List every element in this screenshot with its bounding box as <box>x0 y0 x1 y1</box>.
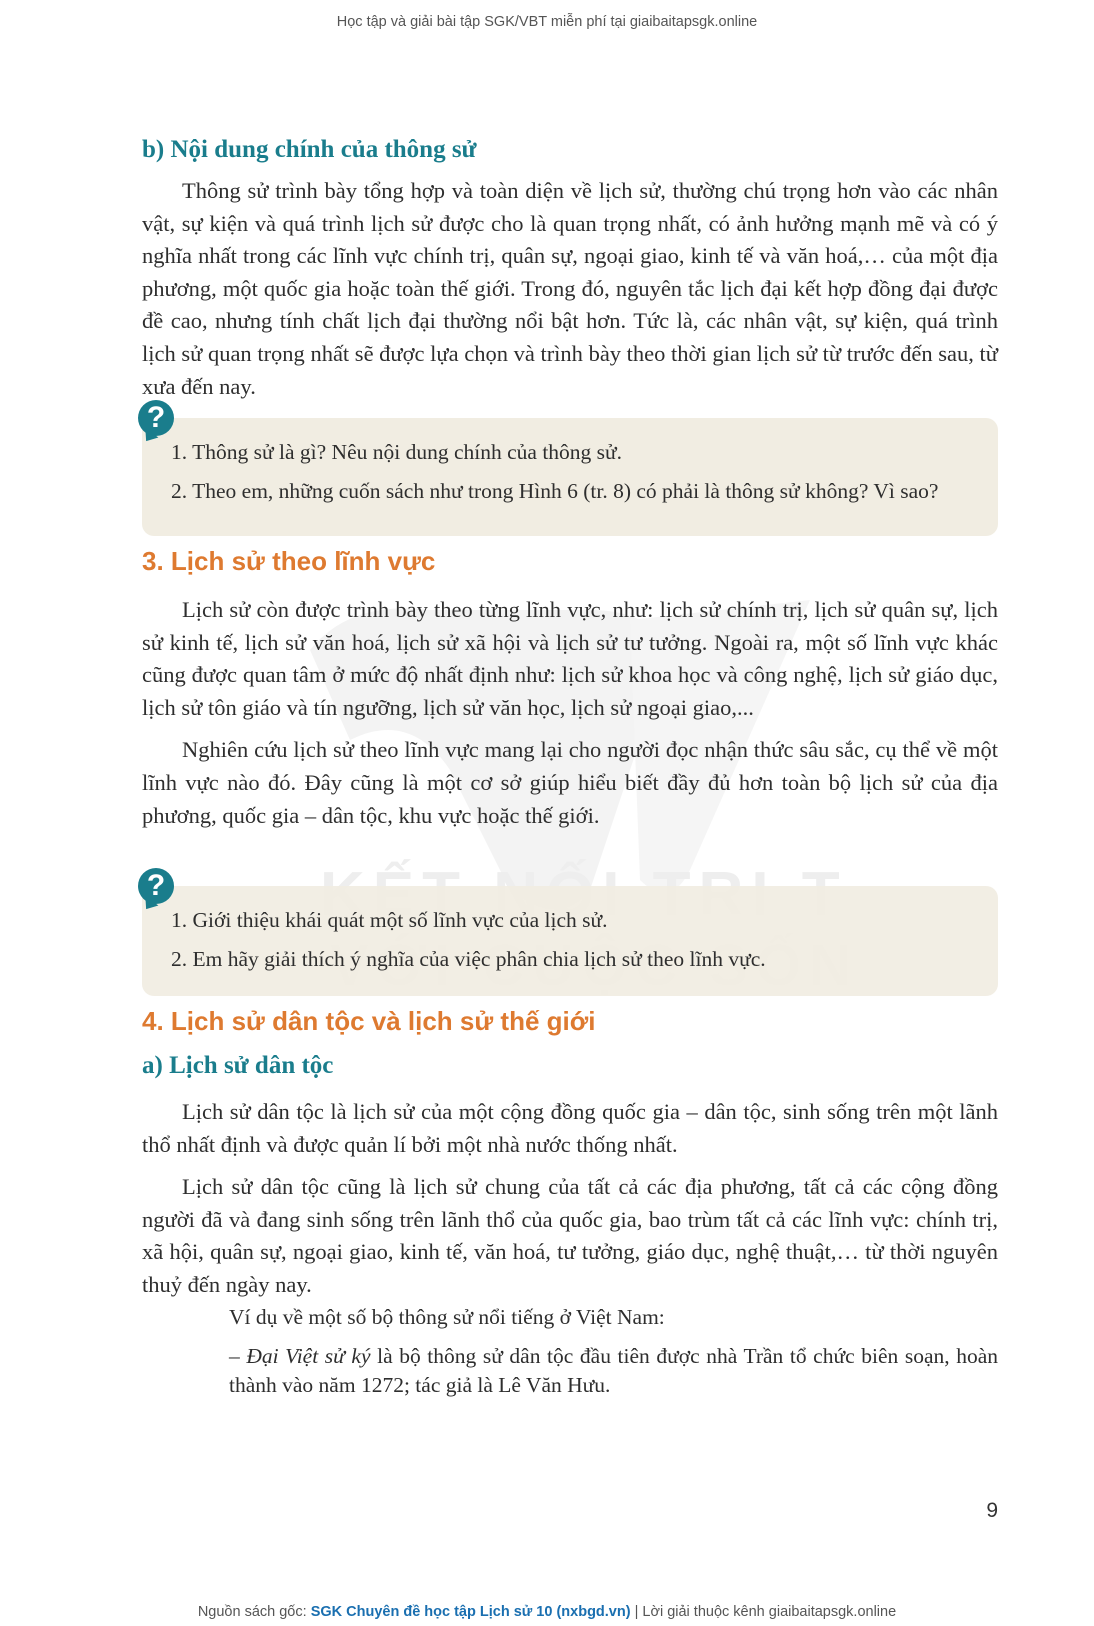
example-block <box>229 1303 998 1400</box>
example-intro: Ví dụ về một số bộ thông sử nổi tiếng ở Việt Nam: <box>229 1305 665 1329</box>
question-box-2 <box>142 886 998 996</box>
section-b <box>142 136 998 164</box>
section-b-heading: b) Nội dung chính của thông sử <box>142 136 477 163</box>
section-4-sub-heading: a) Lịch sử dân tộc <box>142 1052 334 1079</box>
section-4-paragraph-1: Lịch sử dân tộc là lịch sử của một cộng đồng quốc gia – dân tộc, sinh sống trên một lãnh thổ nhất định và được quản lí bởi một nhà nước thống nhất. <box>142 1099 998 1157</box>
question-icon: ? <box>138 400 174 436</box>
section-b-paragraph: Thông sử trình bày tổng hợp và toàn diện về lịch sử, thường chú trọng hơn vào các nhân vật, sự kiện và quá trình lịch sử được cho là quan trọng nhất, có ảnh hưởng mạnh mẽ và có ý nghĩa nhất trong các lĩnh vực chính trị, quân sự, ngoại giao, kinh tế và văn hoá,… của một địa phương, một quốc gia hoặc toàn thế giới. Trong đó, nguyên tắc lịch đại kết hợp đồng đại được đề cao, nhưng tính chất lịch đại thường nổi bật hơn. Tức là, các nhân vật, sự kiện, quá trình lịch sử quan trọng nhất sẽ được lựa chọn và trình bày theo thời gian lịch sử từ trước đến sau, từ xưa đến nay. <box>142 178 998 399</box>
section-4-body <box>142 1096 998 1302</box>
footer-source-link[interactable]: SGK Chuyên đề học tập Lịch sử 10 (nxbgd.vn) <box>310 1604 631 1620</box>
example-dash: – <box>229 1344 247 1368</box>
page-number: 9 <box>986 1499 998 1522</box>
section-3-paragraph-1: Lịch sử còn được trình bày theo từng lĩnh vực, như: lịch sử chính trị, lịch sử quân sự, lịch sử kinh tế, lịch sử văn hoá, lịch sử xã hội và lịch sử tư tưởng. Ngoài ra, một số lĩnh vực khác cũng được quan tâm ở mức độ nhất định như: lịch sử khoa học và công nghệ, lịch sử giáo dục, lịch sử tôn giáo và tín ngưỡng, lịch sử văn học, lịch sử ngoại giao,... <box>142 597 998 720</box>
footer-suffix: | Lời giải thuộc kênh giaibaitapsgk.online <box>630 1604 897 1620</box>
header-note: Học tập và giải bài tập SGK/VBT miễn phí tại giaibaitapsgk.online <box>336 14 758 30</box>
section-4-heading: 4. Lịch sử dân tộc và lịch sử thế giới <box>142 1006 596 1036</box>
section-4 <box>142 1006 998 1037</box>
question-item: 2. Theo em, những cuốn sách như trong Hình 6 (tr. 8) có phải là thông sử không? Vì sao? <box>171 479 939 503</box>
example-item <box>229 1342 998 1400</box>
section-3-body <box>142 594 998 832</box>
question-item: 1. Thông sử là gì? Nêu nội dung chính của thông sử. <box>171 440 623 464</box>
example-book-title: Đại Việt sử ký <box>246 1344 371 1368</box>
section-4-subsection <box>142 1052 998 1080</box>
section-3-heading: 3. Lịch sử theo lĩnh vực <box>142 546 436 576</box>
question-icon: ? <box>138 868 174 904</box>
section-b-body <box>142 175 998 403</box>
footer <box>0 1604 1094 1620</box>
section-3 <box>142 546 998 577</box>
question-item: 1. Giới thiệu khái quát một số lĩnh vực của lịch sử. <box>171 908 608 932</box>
footer-prefix: Nguồn sách gốc: <box>197 1604 311 1620</box>
example-description: là bộ thông sử dân tộc đầu tiên được nhà Trần tổ chức biên soạn, hoàn thành vào năm 1272; tác giả là Lê Văn Hưu. <box>229 1344 998 1397</box>
section-4-paragraph-2: Lịch sử dân tộc cũng là lịch sử chung của tất cả các địa phương, tất cả các cộng đồng người đã và đang sinh sống trên lãnh thổ của quốc gia, bao trùm tất cả các lĩnh vực: chính trị, xã hội, quân sự, ngoại giao, kinh tế, văn hoá, tư tưởng, giáo dục, nghệ thuật,… từ thời nguyên thuỷ đến ngày nay. <box>142 1174 998 1297</box>
section-3-paragraph-2: Nghiên cứu lịch sử theo lĩnh vực mang lại cho người đọc nhận thức sâu sắc, cụ thể về một lĩnh vực nào đó. Đây cũng là một cơ sở giúp hiểu biết đầy đủ hơn toàn bộ lịch sử của địa phương, quốc gia – dân tộc, khu vực hoặc thế giới. <box>142 737 998 828</box>
question-item: 2. Em hãy giải thích ý nghĩa của việc phân chia lịch sử theo lĩnh vực. <box>171 947 766 971</box>
question-box-1 <box>142 418 998 536</box>
